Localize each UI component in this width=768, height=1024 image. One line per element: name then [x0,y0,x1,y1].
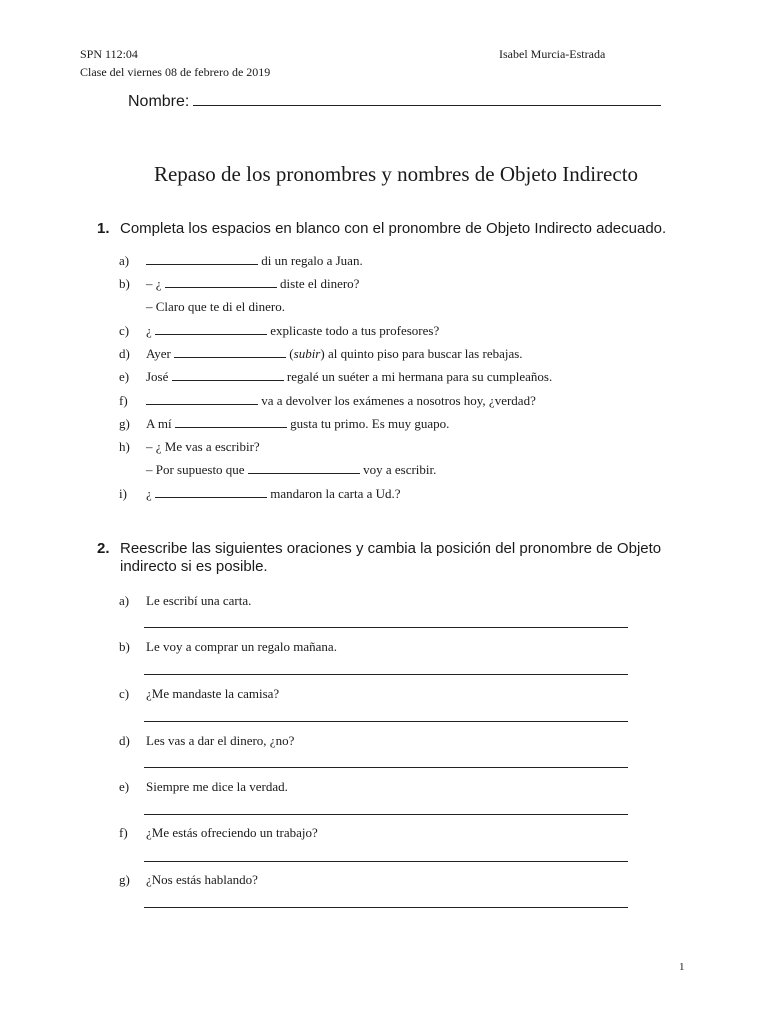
answer-blank[interactable] [146,393,258,405]
q1-item-h: h) – ¿ Me vas a escribir? [119,439,260,454]
q1-item-b-reply: – Claro que te di el dinero. [146,299,285,314]
answer-line[interactable] [144,907,628,908]
q1-item-h-reply: – Por supuesto que voy a escribir. [146,462,437,477]
q1-item-d: d) Ayer (subir) al quinto piso para buscar las rebajas. [119,346,523,361]
q2-item-f: f) ¿Me estás ofreciendo un trabajo? [119,825,318,840]
answer-line[interactable] [144,861,628,862]
class-date: Clase del viernes 08 de febrero de 2019 [80,65,271,79]
q2-item-c: c) ¿Me mandaste la camisa? [119,686,280,701]
answer-blank[interactable] [165,276,277,288]
answer-blank[interactable] [155,486,267,498]
q1-item-g: g) A mí gusta tu primo. Es muy guapo. [119,416,450,431]
page-number: 1 [679,961,685,973]
q1-item-f: f) va a devolver los exámenes a nosotros hoy, ¿verdad? [119,393,536,408]
q2-item-a: a) Le escribí una carta. [119,593,252,608]
course-code: SPN 112:04 [80,47,138,61]
verb-hint: subir [293,346,321,361]
name-label: Nombre: [128,93,190,110]
answer-line[interactable] [144,627,628,628]
answer-blank[interactable] [175,416,287,428]
answer-line[interactable] [144,674,628,675]
answer-line[interactable] [144,814,628,815]
answer-blank[interactable] [248,462,360,474]
q2-item-e: e) Siempre me dice la verdad. [119,779,288,794]
q1-item-a: a) di un regalo a Juan. [119,253,363,268]
question-1-instruction: Completa los espacios en blanco con el pronombre de Objeto Indirecto adecuado. [120,220,667,237]
q2-item-b: b) Le voy a comprar un regalo mañana. [119,639,337,654]
question-2-instruction: Reescribe las siguientes oraciones y cambia la posición del pronombre de Objeto indirecto si es posible. [120,540,662,575]
answer-blank[interactable] [146,253,258,265]
instructor-name: Isabel Murcia-Estrada [499,47,606,61]
q2-item-d: d) Les vas a dar el dinero, ¿no? [119,733,295,748]
q2-item-g: g) ¿Nos estás hablando? [119,872,258,887]
page-title: Repaso de los pronombres y nombres de Objeto Indirecto [153,162,639,186]
answer-blank[interactable] [172,369,284,381]
answer-line[interactable] [144,767,628,768]
question-1-number: 1. [97,220,110,237]
q1-item-e: e) José regalé un suéter a mi hermana para su cumpleaños. [119,369,553,384]
question-2-number: 2. [97,540,110,557]
q1-item-c: c) ¿ explicaste todo a tus profesores? [119,323,440,338]
answer-line[interactable] [144,721,628,722]
q1-item-b: b) – ¿ diste el dinero? [119,276,360,291]
q1-item-i: i) ¿ mandaron la carta a Ud.? [119,486,401,501]
answer-blank[interactable] [174,346,286,358]
name-field [128,91,661,111]
answer-blank[interactable] [155,323,267,335]
name-blank-line[interactable] [193,91,661,106]
